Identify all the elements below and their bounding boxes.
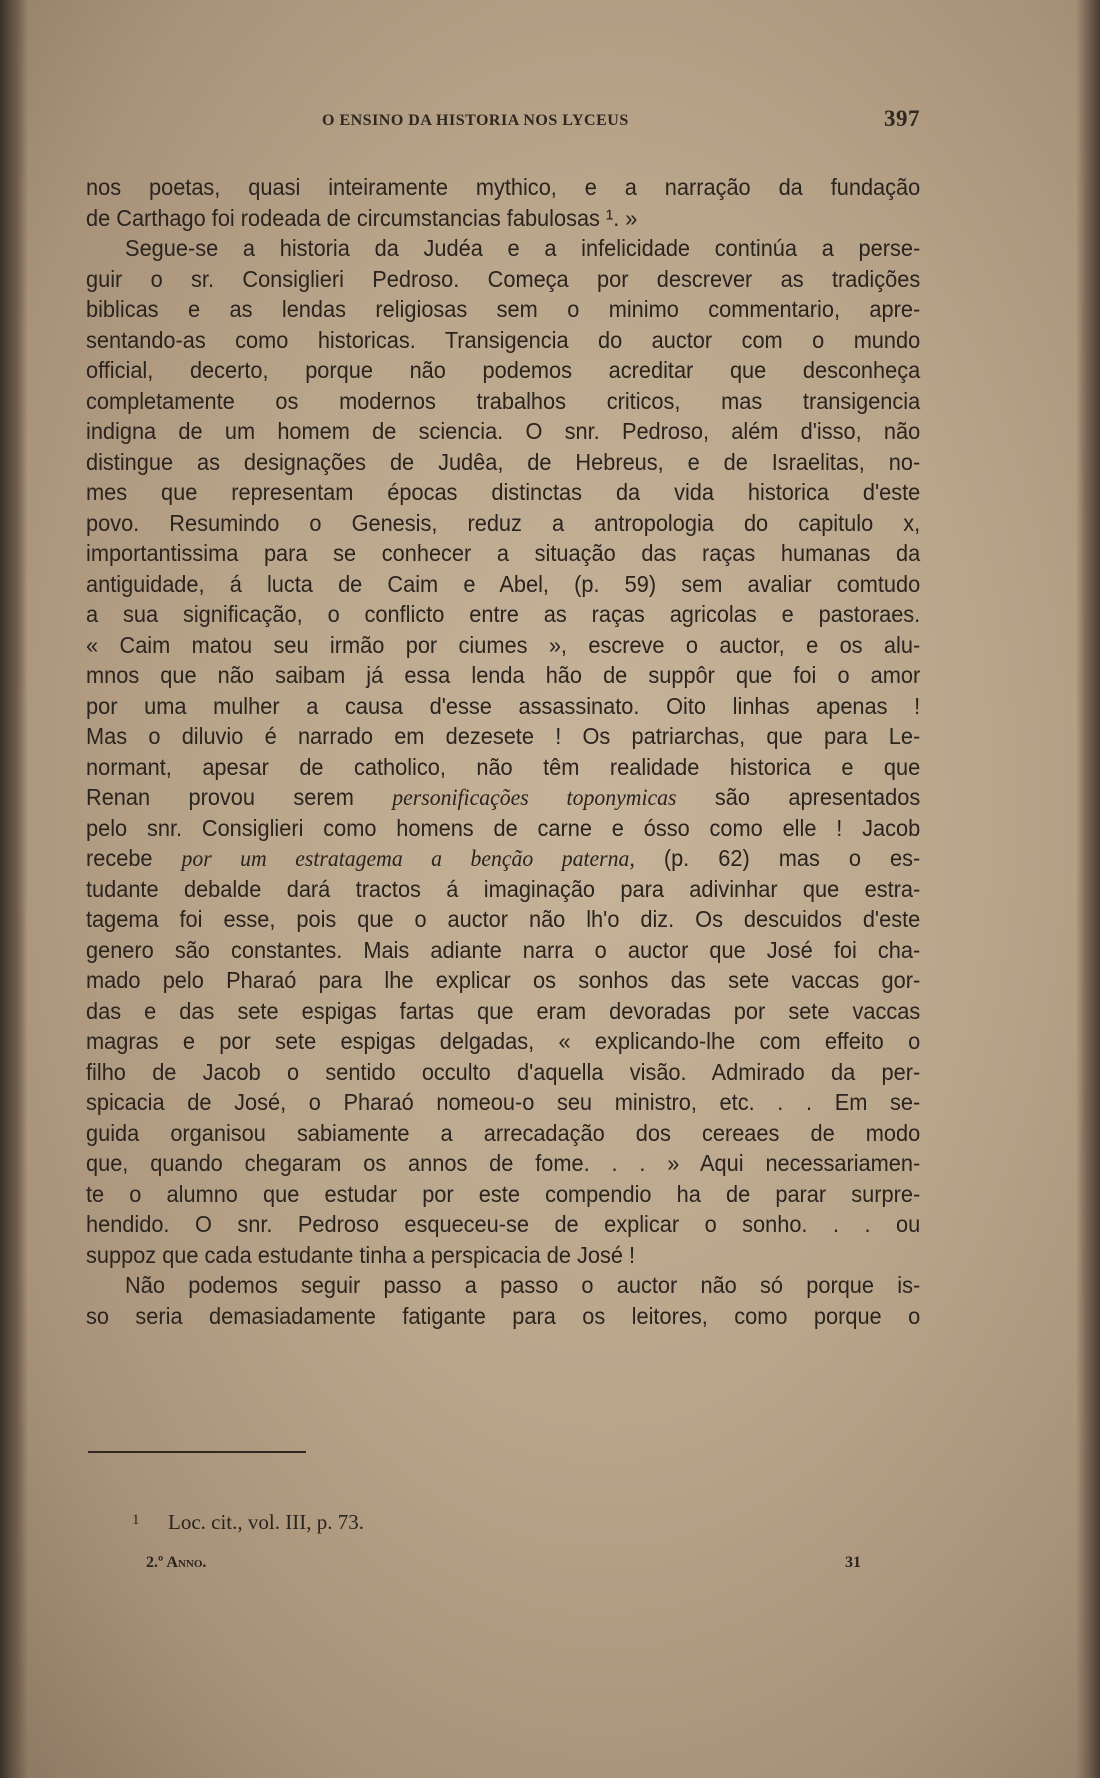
body-line: Mas o diluvio é narrado em dezesete ! Os patriarchas, que para Le- <box>86 723 921 749</box>
footnote-text: Loc. cit., vol. III, p. 73. <box>168 1510 364 1534</box>
body-line: official, decerto, porque não podemos acreditar que desconheça <box>86 357 921 383</box>
body-line: indigna de um homem de sciencia. O snr. Pedroso, além d'isso, não <box>86 418 921 444</box>
running-head <box>300 106 920 138</box>
footnote-rule <box>88 1451 306 1453</box>
body-line: por uma mulher a causa d'esse assassinato. Oito linhas apenas ! <box>86 692 921 719</box>
body-line: povo. Resumindo o Genesis, reduz a antropologia do capitulo x, <box>86 509 921 536</box>
italic-phrase: por um estratagema a benção paterna, <box>181 846 635 872</box>
body-line: te o alumno que estudar por este compendio ha de parar surpre- <box>86 1180 921 1207</box>
body-line: pelo snr. Consiglieri como homens de carne e ósso como elle ! Jacob <box>86 814 921 841</box>
body-line: antiguidade, á lucta de Caim e Abel, (p. 59) sem avaliar comtudo <box>86 570 921 597</box>
body-line: de Carthago foi rodeada de circumstancias fabulosas ¹. » <box>86 204 638 231</box>
body-line: completamente os modernos trabalhos criticos, mas transigencia <box>86 387 921 414</box>
body-line <box>86 843 920 874</box>
body-line: normant, apesar de catholico, não têm realidade historica e que <box>86 753 921 780</box>
body-line: spicacia de José, o Pharaó nomeou-o seu ministro, etc. . . Em se- <box>86 1089 921 1115</box>
line-segment: recebe <box>86 845 182 871</box>
body-line: nos poetas, quasi inteiramente mythico, e a narração da fundação <box>86 174 921 200</box>
body-line: « Caim matou seu irmão por ciumes », escreve o auctor, e os alu- <box>86 631 921 658</box>
page-edge-right <box>1076 0 1100 1778</box>
body-line: a sua significação, o conflicto entre as raças agricolas e pastoraes. <box>86 601 921 627</box>
body-line: genero são constantes. Mais adiante narra o auctor que José foi cha- <box>86 936 921 963</box>
body-line: Não podemos seguir passo a passo o auctor não só porque is- <box>125 1272 921 1298</box>
footnote-marker: 1 <box>132 1512 140 1528</box>
body-line <box>86 782 920 813</box>
body-line: filho de Jacob o sentido occulto d'aquella visão. Admirado da per- <box>86 1058 921 1085</box>
body-line: biblicas e as lendas religiosas sem o minimo commentario, apre- <box>86 296 921 322</box>
body-line: mado pelo Pharaó para lhe explicar os sonhos das sete vaccas gor- <box>86 967 921 993</box>
body-line: sentando-as como historicas. Transigencia do auctor com o mundo <box>86 326 921 353</box>
page-edge-left <box>0 0 28 1778</box>
signature-left: 2.º Anno. <box>146 1554 207 1571</box>
footnote <box>134 1510 364 1535</box>
body-line: mes que representam épocas distinctas da vida historica d'este <box>86 479 921 505</box>
body-line: importantissima para se conhecer a situação das raças humanas da <box>86 540 921 566</box>
body-line: guida organisou sabiamente a arrecadação dos cereaes de modo <box>86 1119 921 1146</box>
body-line: tagema foi esse, pois que o auctor não lh'o diz. Os descuidos d'este <box>86 906 921 932</box>
signature-right: 31 <box>845 1554 861 1571</box>
italic-phrase: personificações toponymicas <box>392 785 677 811</box>
body-line: mnos que não saibam já essa lenda hão de suppôr que foi o amor <box>86 662 921 688</box>
body-line: que, quando chegaram os annos de fome. . . » Aqui necessariamen- <box>86 1150 921 1176</box>
line-segment: (p. 62) mas o es- <box>634 845 921 871</box>
body-line: distingue as designações de Judêa, de Hebreus, e de Israelitas, no- <box>86 448 921 475</box>
body-line: das e das sete espigas fartas que eram devoradas por sete vaccas <box>86 997 921 1024</box>
body-text <box>86 172 921 1331</box>
body-line: Segue-se a historia da Judéa e a infelicidade continúa a perse- <box>125 235 921 261</box>
running-title: O ENSINO DA HISTORIA NOS LYCEUS <box>322 112 629 129</box>
body-line: tudante debalde dará tractos á imaginação para adivinhar que estra- <box>86 875 921 902</box>
body-line: so seria demasiadamente fatigante para os leitores, como porque o <box>86 1302 921 1329</box>
line-segment: são apresentados <box>676 784 921 810</box>
body-line: magras e por sete espigas delgadas, « explicando-lhe com effeito o <box>86 1028 921 1054</box>
body-line: suppoz que cada estudante tinha a perspicacia de José ! <box>86 1241 636 1268</box>
body-line: hendido. O snr. Pedroso esqueceu-se de explicar o sonho. . . ou <box>86 1211 921 1237</box>
line-segment: Renan provou serem <box>86 784 393 810</box>
page-number: 397 <box>884 106 920 131</box>
body-line: guir o sr. Consiglieri Pedroso. Começa por descrever as tradições <box>86 265 921 292</box>
signature-line <box>146 1554 861 1572</box>
